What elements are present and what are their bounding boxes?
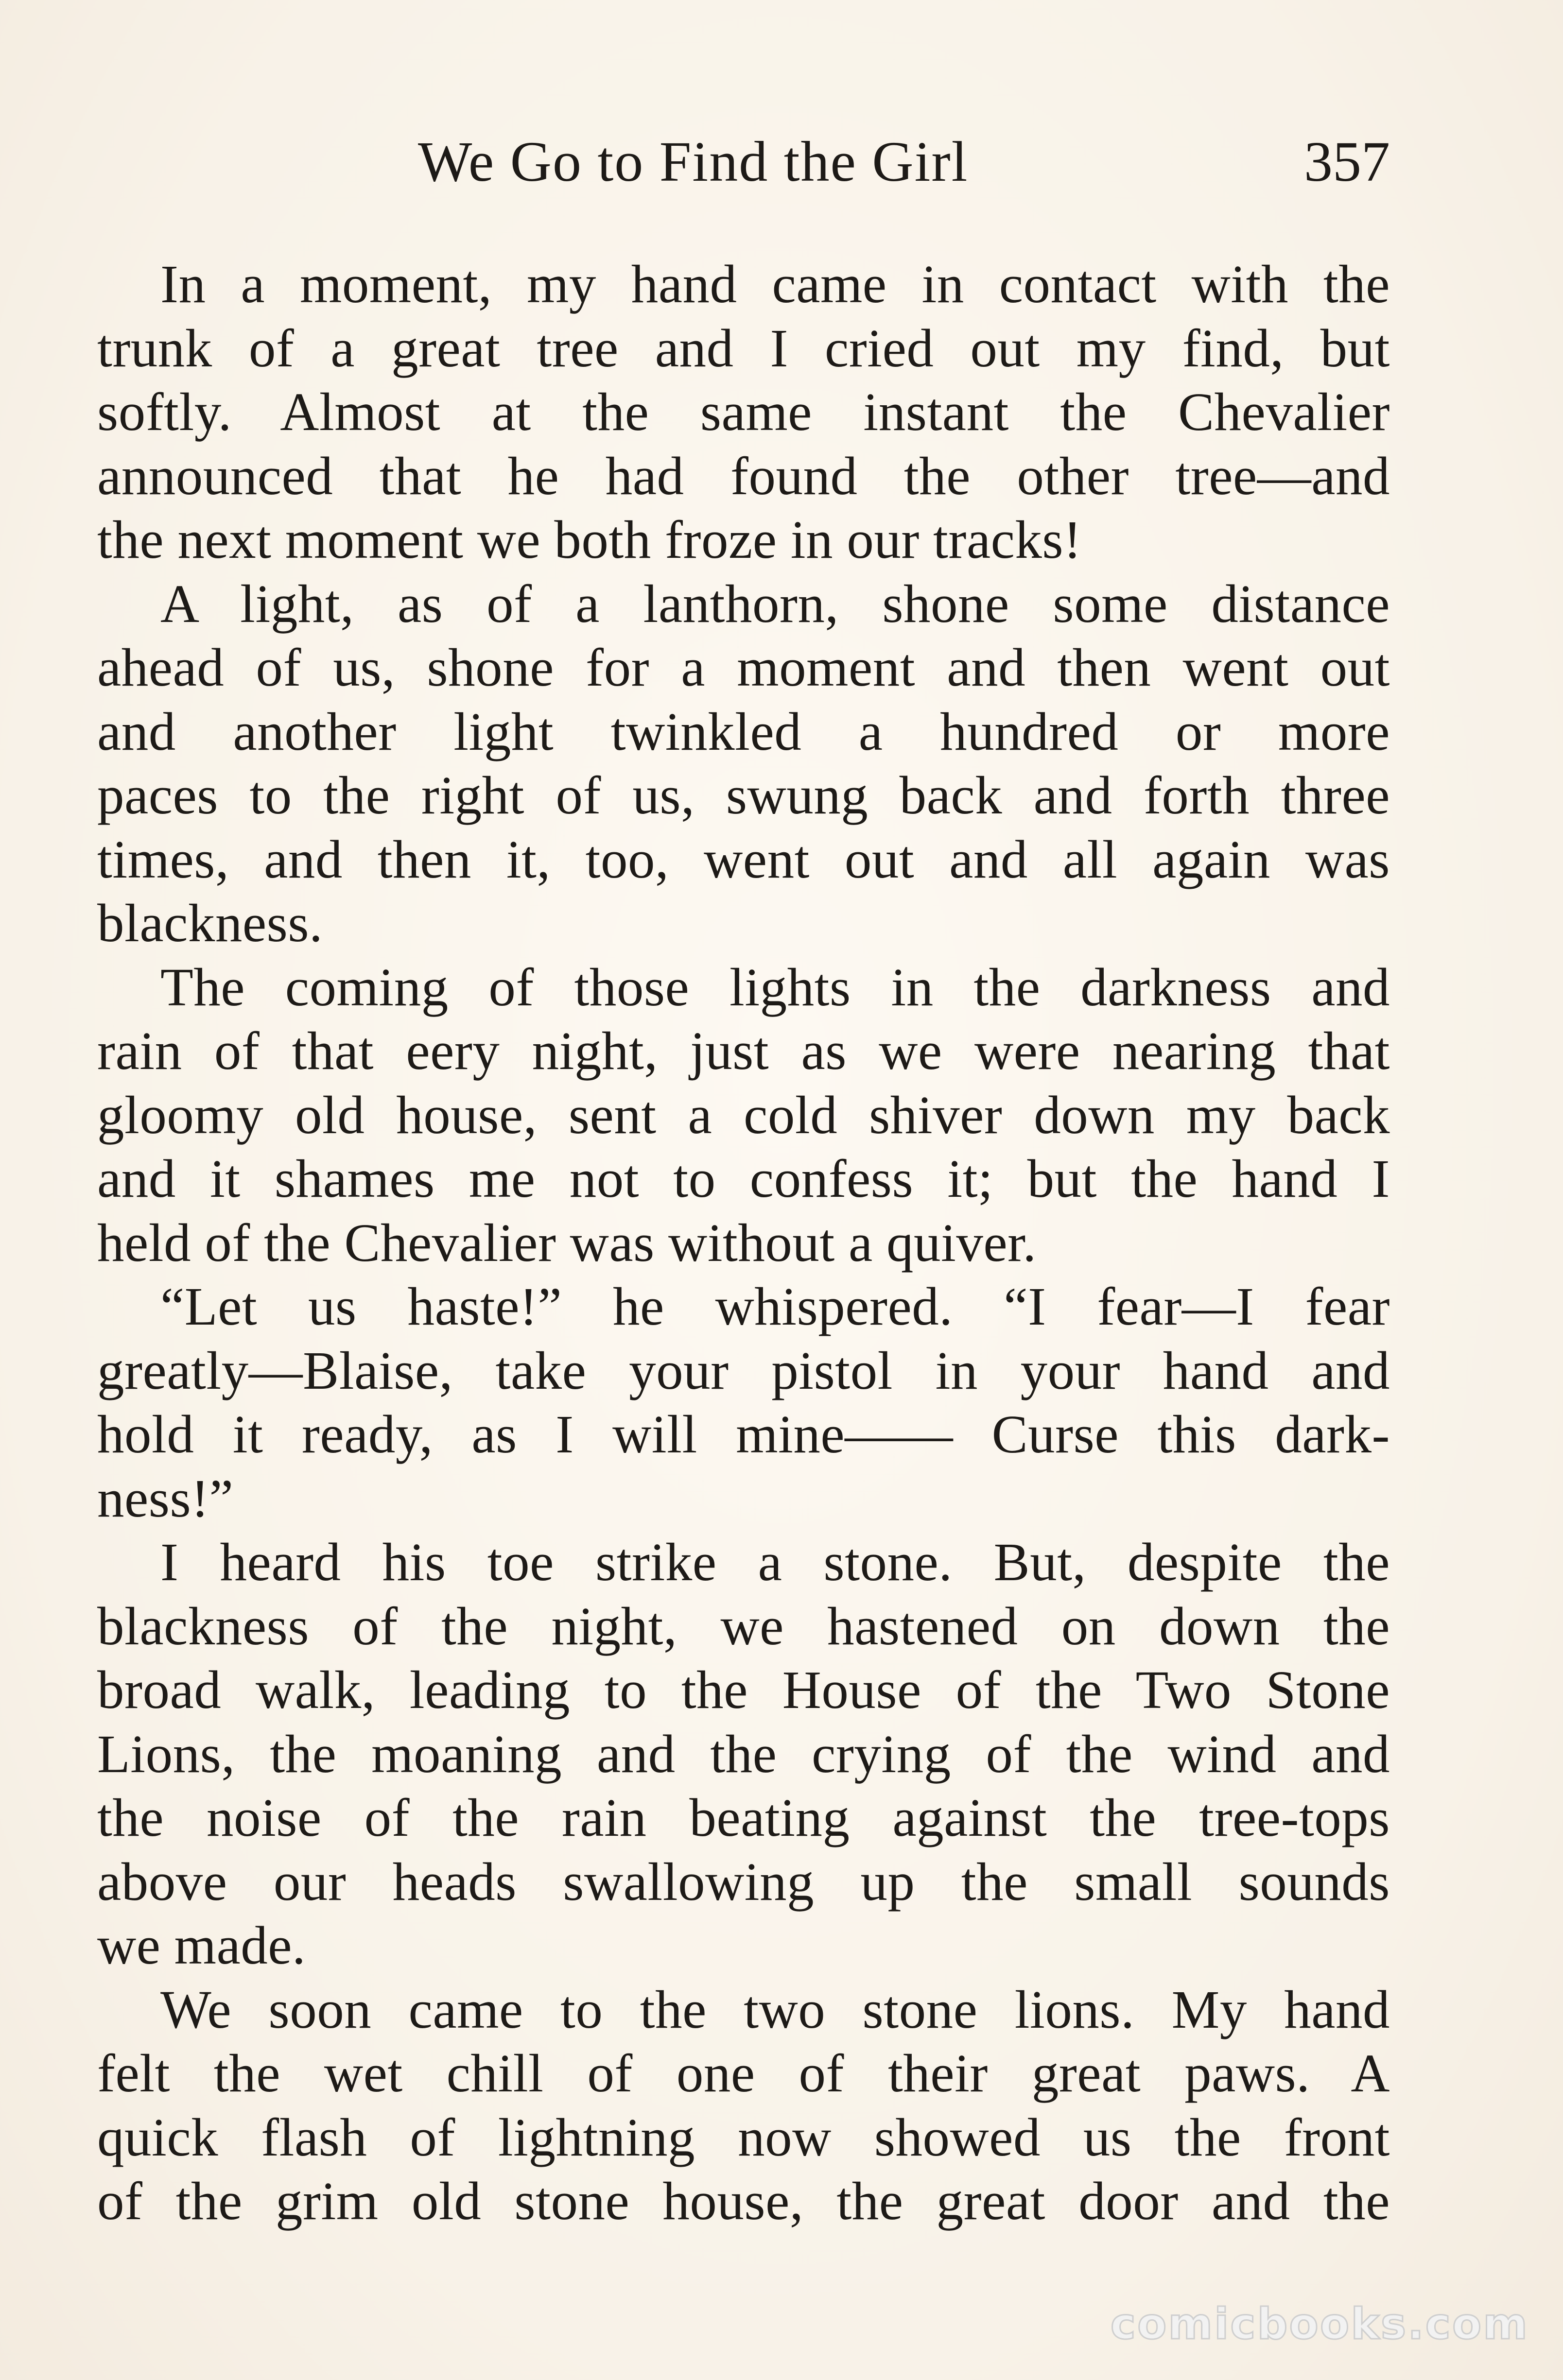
- text-line: quick flash of lightning now showed us the front: [97, 2107, 1390, 2168]
- text-line: times, and then it, too, went out and all again was: [97, 829, 1390, 890]
- text-line: blackness.: [97, 894, 323, 953]
- text-line: In a moment, my hand came in contact with the: [160, 255, 1390, 314]
- text-line: we made.: [97, 1916, 306, 1976]
- text-line: The coming of those lights in the darkness and: [160, 957, 1390, 1018]
- text-line: softly. Almost at the same instant the Chevalier: [97, 382, 1390, 442]
- text-line: and it shames me not to confess it; but the hand I: [97, 1149, 1390, 1209]
- running-head: [97, 125, 1390, 198]
- text-line: hold it ready, as I will mine—— Curse this dark-: [97, 1405, 1390, 1465]
- chapter-title: We Go to Find the Girl: [418, 130, 969, 193]
- text-line: announced that he had found the other tree—and: [97, 446, 1390, 506]
- watermark-logo: comicbooks.com: [1110, 2299, 1529, 2349]
- body-text: [97, 253, 1390, 2234]
- text-line: felt the wet chill of one of their great paws. A: [97, 2044, 1390, 2104]
- text-line: We soon came to the two stone lions. My hand: [160, 1980, 1390, 2040]
- text-line: the next moment we both froze in our tracks!: [97, 510, 1082, 570]
- page-number: 357: [1304, 130, 1390, 193]
- text-line: I heard his toe strike a stone. But, despite the: [160, 1533, 1390, 1592]
- text-line: paces to the right of us, swung back and forth three: [97, 766, 1390, 826]
- text-line: rain of that eery night, just as we were nearing that: [97, 1021, 1390, 1081]
- text-line: greatly—Blaise, take your pistol in your hand and: [97, 1341, 1390, 1401]
- text-line: ahead of us, shone for a moment and then went out: [97, 638, 1390, 698]
- text-line: gloomy old house, sent a cold shiver down my back: [97, 1085, 1390, 1145]
- text-line: A light, as of a lanthorn, shone some distance: [160, 574, 1390, 634]
- text-line: ness!”: [97, 1468, 234, 1529]
- text-line: “Let us haste!” he whispered. “I fear—I fear: [160, 1277, 1390, 1337]
- text-line: trunk of a great tree and I cried out my find, but: [97, 318, 1390, 379]
- text-line: the noise of the rain beating against the tree-tops: [97, 1788, 1390, 1848]
- text-line: Lions, the moaning and the crying of the wind and: [97, 1724, 1390, 1784]
- text-line: above our heads swallowing up the small sounds: [97, 1852, 1390, 1912]
- text-line: held of the Chevalier was without a quiver.: [97, 1213, 1037, 1273]
- text-line: broad walk, leading to the House of the Two Stone: [97, 1660, 1390, 1720]
- text-line: and another light twinkled a hundred or more: [97, 702, 1390, 762]
- text-line: of the grim old stone house, the great door and the: [97, 2172, 1390, 2231]
- text-line: blackness of the night, we hastened on down the: [97, 1596, 1390, 1656]
